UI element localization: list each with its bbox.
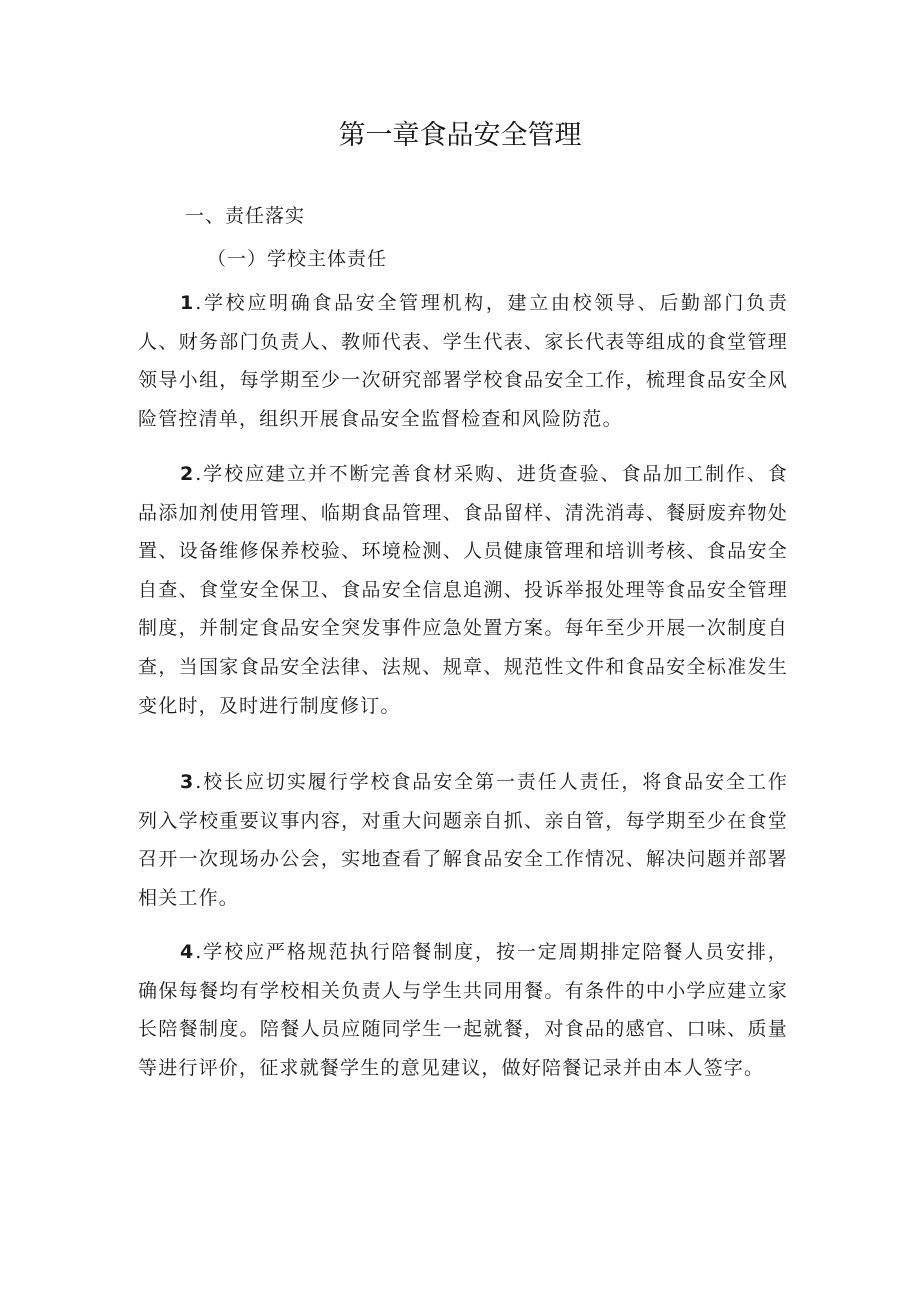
paragraph-3 [138,763,788,917]
paragraph-1 [138,284,788,438]
paragraph-2 [138,455,788,725]
paragraph-text: .学校应明确食品安全管理机构，建立由校领导、后勤部门负责人、财务部门负责人、教师代表、学生代表、家长代表等组成的食堂管理领导小组，每学期至少一次研究部署学校食品安全工作，梳理食品安全风险管控清单，组织开展食品安全监督检查和风险防范。 [138,292,788,430]
paragraph-text: .校长应切实履行学校食品安全第一责任人责任，将食品安全工作列入学校重要议事内容，对重大问题亲自抓、亲自管，每学期至少在食堂召开一次现场办公会，实地查看了解食品安全工作情况、解决问题并部署相关工作。 [138,771,788,909]
paragraph-text: .学校应建立并不断完善食材采购、进货查验、食品加工制作、食品添加剂使用管理、临期食品管理、食品留样、清洗消毒、餐厨废弃物处置、设备维修保养校验、环境检测、人员健康管理和培训考核、食品安全自查、食堂安全保卫、食品安全信息追溯、投诉举报处理等食品安全管理制度，并制定食品安全突发事件应急处置方案。每年至少开展一次制度自查，当国家食品安全法律、法规、规章、规范性文件和食品安全标准发生变化时，及时进行制度修订。 [138,463,788,717]
paragraph-number: 1 [180,292,196,314]
subsection-heading: （一）学校主体责任 [207,248,388,270]
paragraph-4 [138,933,788,1087]
paragraph-number: 2 [180,463,196,485]
paragraph-number: 4 [180,941,196,963]
paragraph-number: 3 [180,771,196,793]
paragraph-text: .学校应严格规范执行陪餐制度，按一定周期排定陪餐人员安排，确保每餐均有学校相关负责人与学生共同用餐。有条件的中小学应建立家长陪餐制度。陪餐人员应随同学生一起就餐，对食品的感官、口味、质量等进行评价，征求就餐学生的意见建议，做好陪餐记录并由本人签字。 [138,941,788,1079]
page-title: 第一章食品安全管理 [338,120,582,151]
section-heading: 一、责任落实 [185,205,306,227]
